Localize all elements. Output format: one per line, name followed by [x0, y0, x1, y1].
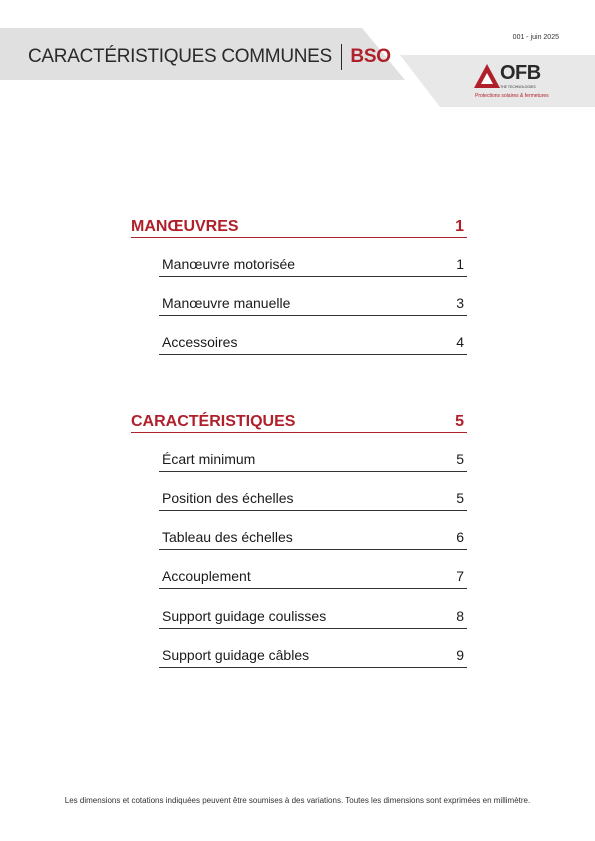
- toc-item[interactable]: [159, 331, 467, 355]
- item-label: Manœuvre motorisée: [162, 256, 296, 272]
- title-separator: [341, 44, 343, 70]
- item-label: Position des échelles: [162, 490, 294, 506]
- item-label: Manœuvre manuelle: [162, 295, 291, 311]
- item-page: 5: [456, 490, 464, 506]
- toc-item[interactable]: [159, 644, 467, 668]
- toc-item[interactable]: [159, 253, 467, 277]
- toc-section-caracteristiques[interactable]: [131, 407, 467, 433]
- item-page: 7: [456, 568, 464, 584]
- toc-item[interactable]: [159, 448, 467, 472]
- item-page: 3: [456, 295, 464, 311]
- toc-section-manoeuvres[interactable]: [131, 212, 467, 238]
- item-page: 4: [456, 334, 464, 350]
- section-page: 5: [455, 413, 464, 430]
- item-page: 1: [456, 256, 464, 272]
- item-label: Support guidage câbles: [162, 647, 310, 663]
- item-label: Accouplement: [162, 568, 251, 584]
- item-page: 9: [456, 647, 464, 663]
- toc-item[interactable]: [159, 292, 467, 316]
- section-page: 1: [455, 218, 464, 235]
- item-label: Support guidage coulisses: [162, 608, 327, 624]
- document-title: CARACTÉRISTIQUES COMMUNES: [28, 46, 332, 67]
- toc-item[interactable]: [159, 605, 467, 629]
- item-label: Tableau des échelles: [162, 529, 293, 545]
- product-label: BSO: [350, 46, 391, 67]
- logo-subtext: THE TECHNOLOGIES: [500, 85, 536, 89]
- section-title: CARACTÉRISTIQUES: [131, 413, 296, 430]
- item-page: 5: [456, 451, 464, 467]
- section-title: MANŒUVRES: [131, 218, 239, 235]
- toc-item[interactable]: [159, 526, 467, 550]
- footer-disclaimer: Les dimensions et cotations indiquées peuvent être soumises à des variations. Toutes les dimensions sont exprimées en millimètre.: [64, 796, 531, 805]
- logo-tagline: Protections solaires & fermetures: [475, 93, 549, 99]
- logo-wordmark: OFB: [500, 62, 541, 84]
- item-label: Écart minimum: [162, 451, 256, 467]
- page-title: [28, 44, 391, 70]
- item-page: 8: [456, 608, 464, 624]
- item-page: 6: [456, 529, 464, 545]
- logo-triangle-icon: [474, 64, 500, 88]
- toc-item[interactable]: [159, 487, 467, 511]
- document-date: 001 - juin 2025: [512, 34, 559, 41]
- item-label: Accessoires: [162, 334, 238, 350]
- toc-item[interactable]: [159, 565, 467, 589]
